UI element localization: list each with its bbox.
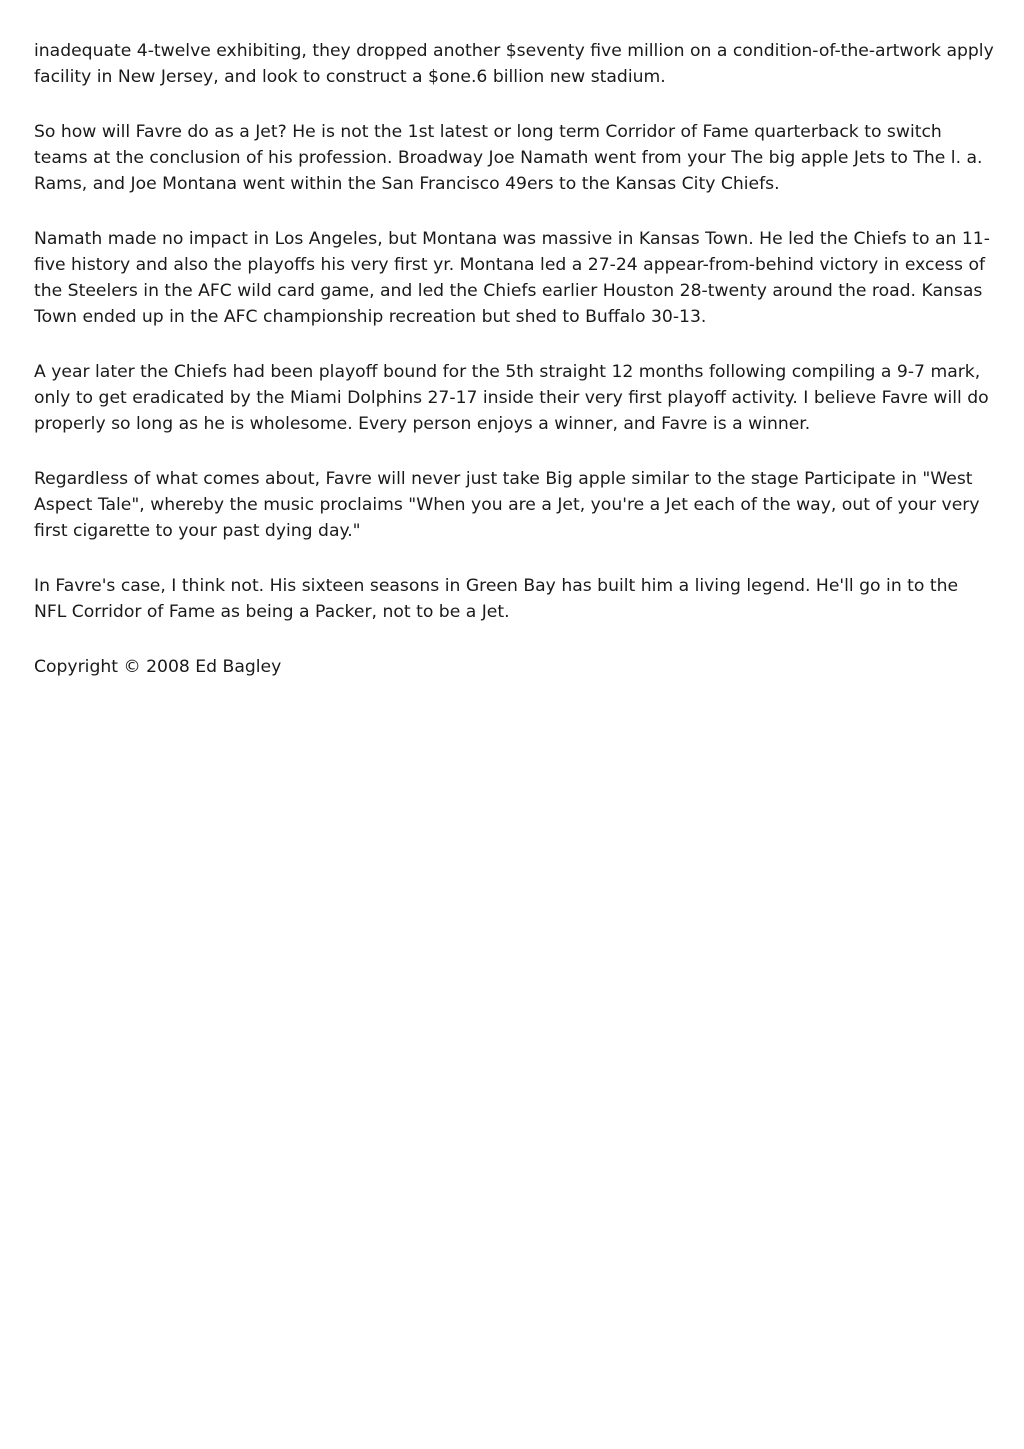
paragraph-west-side-story: Regardless of what comes about, Favre will never just take Big apple similar to the stage Participate in "West Aspect Tale", whereby the music proclaims "When you are a Jet, you're a Jet each of the way, out of your very first cigarette to your past dying day." [34, 469, 980, 541]
paragraph-conclusion: In Favre's case, I think not. His sixteen seasons in Green Bay has built him a living legend. He'll go in to the NFL Corridor of Fame as being a Packer, not to be a Jet. [34, 576, 959, 622]
paragraph-montana-chiefs: Namath made no impact in Los Angeles, but Montana was massive in Kansas Town. He led the Chiefs to an 11-five history and also the playoffs his very first yr. Montana led a 27-24 appear-from-behind victory in excess of the Steelers in the AFC wild card game, and led the Chiefs earlier Houston 28-twenty around the road. Kansas Town ended up in the AFC championship recreation but shed to Buffalo 30-13. [34, 229, 990, 327]
article-body [34, 38, 994, 709]
paragraph-favre-as-jet: So how will Favre do as a Jet? He is not the 1st latest or long term Corridor of Fame quarterback to switch teams at the conclusion of his profession. Broadway Joe Namath went from your The big apple Jets to The l. a. Rams, and Joe Montana went within the San Francisco 49ers to the Kansas City Chiefs. [34, 122, 983, 194]
paragraph-stadium: inadequate 4-twelve exhibiting, they dropped another $seventy five million on a condition-of-the-artwork apply facility in New Jersey, and look to construct a $one.6 billion new stadium. [34, 41, 994, 87]
paragraph-year-later: A year later the Chiefs had been playoff bound for the 5th straight 12 months following compiling a 9-7 mark, only to get eradicated by the Miami Dolphins 27-17 inside their very first playoff activity. I believe Favre will do properly so long as he is wholesome. Every person enjoys a winner, and Favre is a winner. [34, 362, 989, 434]
copyright-notice: Copyright © 2008 Ed Bagley [34, 657, 282, 677]
